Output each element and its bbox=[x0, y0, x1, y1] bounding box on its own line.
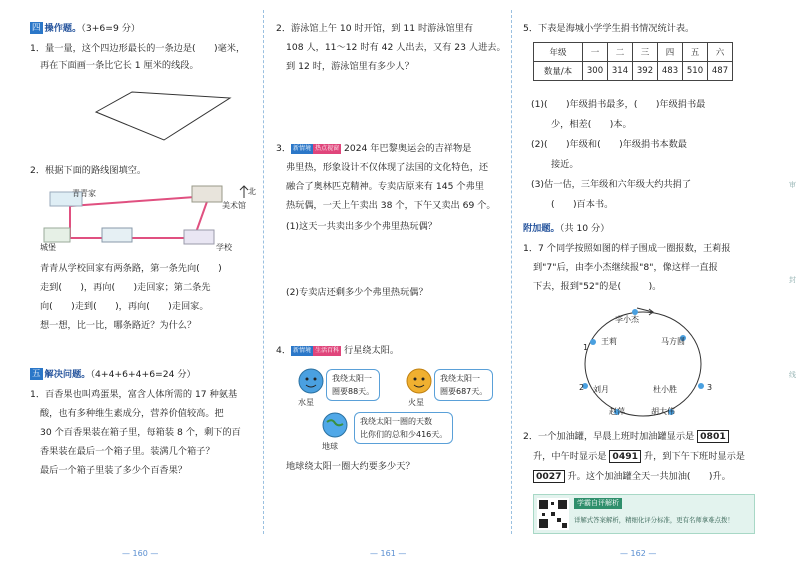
question-text: 2．一个加油罐，早晨上班时加油罐显示是 0801 bbox=[523, 428, 729, 445]
mercury-speech-bubble: 我绕太阳一 圈要88天。 bbox=[326, 369, 380, 401]
meter-reading: 0027 bbox=[533, 470, 565, 483]
question-text: 到 12 时，游泳馆里有多少人？ bbox=[286, 61, 414, 72]
counting-circle-diagram bbox=[573, 302, 713, 424]
self-assessment-box bbox=[533, 494, 755, 534]
question-text: 酸，也有多种维生素成分，营养价值较高。把 bbox=[40, 408, 224, 419]
meter-reading: 0491 bbox=[609, 450, 641, 463]
circle-name: 杜小胜 bbox=[653, 385, 677, 394]
mars-planet-icon bbox=[406, 368, 432, 394]
mercury-label: 水星 bbox=[298, 398, 314, 407]
question-text: 想一想，比一比，哪条路近？为什么？ bbox=[40, 320, 197, 331]
page-number: — 161 — bbox=[370, 549, 407, 558]
question-text: 2．根据下面的路线图填空。 bbox=[30, 165, 147, 176]
question-subpart: (1)这天一共卖出多少个弗里热玩偶？ bbox=[286, 221, 437, 232]
question-text: 0027 升。这个加油罐全天一共加油( )升。 bbox=[533, 468, 731, 485]
circle-number: 2 bbox=[579, 383, 585, 392]
question-text: 向( )走到( )，再向( )走回家。 bbox=[40, 301, 209, 312]
question-text: 下去，报到"52"的是( )。 bbox=[533, 281, 662, 292]
page-number: — 160 — bbox=[122, 549, 159, 558]
column-3 bbox=[523, 14, 759, 540]
question-text: 108 人，11～12 时有 42 人出去，又有 23 人进去。 bbox=[286, 42, 506, 53]
self-assessment-title: 学霸自评解析 bbox=[574, 498, 622, 509]
question-text: 地球绕太阳一圈大约要多少天？ bbox=[286, 461, 415, 472]
question-text: 1．量一量，这个四边形最长的一条边是( )毫米， bbox=[30, 43, 246, 54]
circle-name: 刘月 bbox=[593, 385, 609, 394]
earth-planet-icon bbox=[322, 412, 348, 438]
section-five-heading: 五 解决问题。（4+4+6+4+6=24 分） bbox=[32, 369, 196, 380]
table-row: 数量/本 300 314 392 483 510 487 bbox=[534, 62, 733, 81]
column-divider bbox=[511, 10, 512, 534]
topic-tag: 生活百科 bbox=[315, 347, 340, 354]
earth-label: 地球 bbox=[322, 442, 338, 451]
circle-name: 王莉 bbox=[601, 337, 617, 346]
question-text: 30 个百香果装在箱子里，每箱装 8 个，剩下的百 bbox=[40, 427, 241, 438]
park-icon bbox=[102, 228, 132, 242]
page-number: — 162 — bbox=[620, 549, 657, 558]
circle-name: 马方圆 bbox=[661, 337, 685, 346]
section-number-badge: 五 bbox=[32, 369, 41, 379]
question-text: 1．百香果也叫鸡蛋果，富含人体所需的 17 种氨基 bbox=[30, 389, 238, 400]
question-text: 融合了奥林匹克精神。专卖店原来有 145 个弗里 bbox=[286, 181, 484, 192]
question-4-intro: 4． 新情境 生活百科 行星绕太阳。 bbox=[276, 345, 400, 356]
self-assessment-text: 详解式答案解析，精细化评分标准，更有名师拿难点拨！ bbox=[574, 516, 734, 524]
binding-mark: 审 bbox=[789, 181, 796, 189]
circle-name: 赵萍 bbox=[609, 407, 625, 416]
section-number-badge: 四 bbox=[32, 23, 41, 33]
question-text: 2．游泳馆上午 10 时开馆，到 11 时游泳馆里有 bbox=[276, 23, 474, 34]
qr-code-icon[interactable] bbox=[537, 498, 569, 530]
table-header-row: 年级 一 二 三 四 五 六 bbox=[534, 43, 733, 62]
binding-mark: 线 bbox=[789, 371, 796, 379]
quadrilateral-figure bbox=[90, 84, 240, 144]
bonus-heading: 附加题。（共 10 分） bbox=[523, 223, 610, 234]
school-building-icon bbox=[184, 230, 214, 244]
column-2 bbox=[276, 14, 504, 540]
question-text: 再在下面画一条比它长 1 厘米的线段。 bbox=[40, 60, 199, 71]
question-text: ( )百本书。 bbox=[551, 199, 614, 210]
question-text: 热玩偶，一天上午卖出 38 个，下午又卖出 69 个。 bbox=[286, 200, 496, 211]
question-text: 到"7"后，由李小杰继续报"8"，像这样一直报 bbox=[533, 262, 718, 273]
question-3-intro: 3． 新情境 热点视窗 2024 年巴黎奥运会的吉祥物是 bbox=[276, 143, 472, 154]
donation-table bbox=[533, 42, 733, 81]
binding-mark: 封 bbox=[789, 276, 796, 284]
question-text: (1)( )年级捐书最多，( )年级捐书最 bbox=[531, 99, 706, 110]
question-text: (3)估一估，三年级和六年级大约共捐了 bbox=[531, 179, 692, 190]
circle-name: 李小杰 bbox=[615, 315, 639, 324]
question-text: 走到( )，再向( )走回家；第二条先 bbox=[40, 282, 211, 293]
question-text: 青青从学校回家有两条路，第一条先向( ) bbox=[40, 263, 222, 274]
question-text: 升，中午时显示是 0491 升，到下午下班时显示是 bbox=[533, 451, 745, 462]
question-subpart: (2)专卖店还剩多少个弗里热玩偶？ bbox=[286, 287, 428, 298]
circle-number: 3 bbox=[707, 383, 713, 392]
column-divider bbox=[263, 10, 264, 534]
map-label-museum: 美术馆 bbox=[222, 201, 246, 210]
question-text: 1．7 个同学按照如图的样子围成一圈报数，王莉报 bbox=[523, 243, 731, 254]
mercury-planet-icon bbox=[298, 368, 324, 394]
museum-building-icon bbox=[192, 186, 222, 202]
meter-reading: 0801 bbox=[697, 430, 729, 443]
circle-number: 1 bbox=[583, 343, 589, 352]
question-text: 最后一个箱子里装了多少个百香果？ bbox=[40, 465, 187, 476]
new-context-tag: 新情境 bbox=[293, 347, 312, 354]
circle-name: 胡大伟 bbox=[651, 407, 675, 416]
question-text: 弗里热，形象设计不仅体现了法国的文化特色，还 bbox=[286, 162, 489, 173]
map-label-castle: 城堡 bbox=[40, 243, 56, 252]
map-label-home: 青青家 bbox=[72, 189, 96, 198]
question-text: (2)( )年级和( )年级捐书本数最 bbox=[531, 139, 687, 150]
castle-icon bbox=[44, 228, 70, 242]
topic-tag: 热点视窗 bbox=[315, 145, 340, 152]
section-four-heading: 四 操作题。（3+6=9 分） bbox=[32, 23, 141, 34]
question-text: 5．下表是海城小学学生捐书情况统计表。 bbox=[523, 23, 695, 34]
map-label-school: 学校 bbox=[216, 243, 232, 252]
mars-label: 火星 bbox=[408, 398, 424, 407]
column-1 bbox=[30, 14, 258, 540]
question-text: 香果装在最后一个箱子里。装满几个箱子？ bbox=[40, 446, 215, 457]
north-arrow-icon bbox=[240, 186, 248, 198]
question-text: 少，相差( )本。 bbox=[551, 119, 632, 130]
earth-speech-bubble: 我绕太阳一圈的天数 比你们的总和少416天。 bbox=[354, 412, 453, 444]
map-label-north: 北 bbox=[248, 187, 256, 196]
question-text: 接近。 bbox=[551, 159, 579, 170]
mars-speech-bubble: 我绕太阳一 圈要687天。 bbox=[434, 369, 493, 401]
new-context-tag: 新情境 bbox=[293, 145, 312, 152]
